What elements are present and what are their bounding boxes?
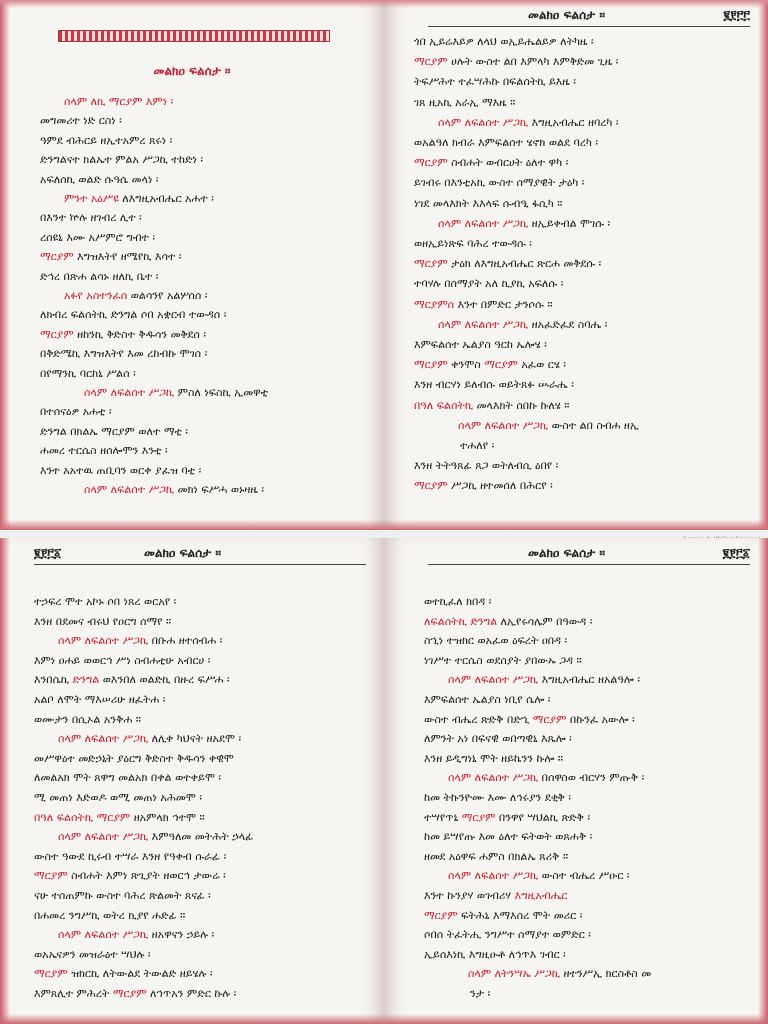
verse-text: መሥዋዕተ መድኃኒት ያዕርግ ቅድስተ ቅዱሳን ቀዊሞ (34, 751, 234, 765)
verse-text: ዓምደ ብሕርይ ዘኢተአምረ ጸሩነ ፡ (40, 133, 173, 147)
verse-line (40, 443, 168, 459)
verse-text: ውስተ ልበ ስብሐ ዘኢ (551, 418, 639, 432)
verse-line (414, 438, 494, 454)
verse-line (424, 810, 590, 826)
verse-line (40, 94, 173, 110)
verse-line (414, 317, 607, 333)
verse-line (424, 751, 563, 767)
running-title: መልክዐ ፍልሰታ ። (528, 8, 605, 22)
verse-line (40, 172, 158, 188)
verse-line (34, 810, 205, 826)
verse-line (414, 74, 576, 90)
verse-text: ድንግልናተ ክልኤተ ምልአ ሥጋኪ ተከድነ ፡ (40, 153, 203, 167)
verse-text: ኢይሰእነኪ እግዚዑቶ ለኅጥእ ገብር ፡ (424, 947, 566, 961)
ornament-band (58, 30, 330, 42)
verse-line (40, 463, 201, 479)
rubric-text: ማርያም (34, 869, 72, 883)
verse-line (40, 424, 188, 440)
rubric-text: ማርያም (414, 156, 452, 170)
verse-text: እንዘ ብርሃነ ይለብሱ ወይትጸፉ ሡራሔ ፡ (414, 378, 574, 392)
verse-text: ይገብሩ በእንቲአኪ ውስተ ሰማያዊት ታዕካ ፡ (414, 176, 585, 190)
verse-text: ስኂነ ተዝክር ወአፈወ ዕፍረት ዐበዳ ፡ (424, 634, 568, 648)
verse-text: ነገሥተ ተርሴስ ወደሰያት ያበውኡ ጋዳ ። (424, 653, 582, 667)
verse-text: ሥጋኪ ዘተመሰለ በሕርየ ፡ (451, 479, 553, 493)
verse-text: ለምንት አነ በፍናዊ ወበጣዊኒ እጼሎ ፡ (424, 732, 572, 746)
verse-text: አፈወ ርሄ ፡ (521, 358, 566, 372)
verse-line (40, 288, 207, 304)
verse-line (34, 868, 226, 884)
verse-line (424, 927, 591, 943)
rubric-text: ሰላም ለፍልሰተ ሥጋኪ (84, 386, 178, 399)
verse-text: ለሊቀ ካህናት ዘአደሞ ፡ (151, 732, 242, 746)
verse-text: ዘተንሥኢ ክርስቶስ መ (563, 967, 652, 981)
verse-text: ለኢየሩሳሌም በዓውዳ ፡ (500, 614, 593, 628)
rubric-text: ማርያም (484, 358, 522, 372)
verse-text: ወአልዓለ ክብራ እምፍልሰተ ሄኖክ ወልደ ባረካ ፡ (414, 136, 599, 149)
verse-line (40, 366, 136, 382)
verse-line (424, 868, 630, 884)
rubric-text: በዓለ ፍልሰትኪ ማርያም (34, 810, 134, 824)
verse-line (34, 712, 141, 728)
verse-line (34, 770, 221, 786)
verse-text: ፍትሕኒ እማእሰረ ሞት መሪር ፡ (461, 908, 583, 922)
verse-line (424, 790, 571, 806)
verse-text: እንተ ኩንያሃ ወገብሪሃ (424, 889, 515, 902)
verse-line (40, 249, 181, 265)
rubric-text: ሰላም ለፍልሰተ ሥጋኪ (438, 216, 532, 230)
rubric-text: ሰላም ለፍልሰተ ሥጋኪ (58, 634, 152, 648)
page-bottom-left (0, 538, 384, 1024)
verse-line (424, 849, 568, 865)
page-number: ፪፻፫፫ (723, 8, 750, 22)
verse-text: እንበሴኪ (34, 673, 73, 687)
verse-line (424, 672, 640, 688)
verse-text: ስብሐት ወብርሀት ዕለተ ዋካ ፡ (451, 156, 569, 170)
verse-text: እምፍልሰተ ኤልያስ ነቢየ ሴሎ ፡ (424, 693, 551, 706)
rubric-text: ሰላም ለፍልሰተ ሥጋኪ (58, 928, 152, 942)
verse-text: እንተ በምድር ታንሶሱ ። (457, 297, 553, 311)
verse-text: ለኀጥአን ምድር ኩሉ ፡ (149, 987, 237, 1000)
verse-line (414, 95, 515, 111)
rubric-text: ሰላም ለፍልሰተ ሥጋኪ (58, 732, 152, 746)
rubric-text: ማርያም (414, 257, 452, 271)
verse-text: ድንግል በክልኤ ማርያም ወለተ ማቲ ፡ (40, 424, 188, 438)
verse-line (34, 790, 202, 806)
verse-text: እግዝእትየ ዘሜየኪ እሳተ ፡ (77, 250, 182, 264)
verse-text: ሀሉት ውስተ ልበ እምላካ እምቅድመ ጊዜ ፡ (451, 55, 619, 69)
running-head (428, 6, 750, 27)
verse-line (414, 337, 547, 353)
verse-text: እግዚአብሔር ዘአልዓሎ ፡ (541, 673, 640, 687)
verse-text: ውስተ ዓውደ ኪሩብ ተሣራ እንዘ የዓቀብ ሱራፊ ፡ (34, 849, 227, 863)
verse-text: ገጸ ዚአኪ አራኢ ማእዜ ። (414, 95, 516, 109)
verse-text: ንታ ፡ (470, 987, 491, 1000)
verse-line (40, 152, 203, 168)
verse-text: ዘአምላክ ኅተሞ ። (133, 810, 205, 824)
page-heading: መልክዐ ፍልሰታ ። (153, 64, 231, 78)
page-number: ፪፻፫፩ (722, 546, 750, 560)
verse-line (424, 692, 550, 708)
verse-text: ወልሳንየ አልሦሰሰ ፡ (130, 289, 208, 302)
bottom-scan (0, 538, 768, 1024)
verse-text: ነገደ መላእክት እእላፍ ሱብዒ ፋሲካ ። (414, 196, 563, 210)
rubric-text: በዓለ ፍልሰትኪ (414, 398, 477, 412)
verse-text: እምዓለመ መትሕት ኃላፊ (151, 830, 254, 844)
rubric-text: ማርያም (40, 250, 78, 264)
verse-text: ለመልአክ ሞት ጸዋግ መልአክ በቀል ወተቀይሞ ፡ (34, 771, 221, 785)
verse-text: ተባሃሉ በሰማያት አለ ኪያኪ አፍለሱ ፡ (414, 277, 564, 291)
verse-text: በተሰናዕዎ አሐቲ ፡ (40, 405, 112, 419)
verse-line (34, 908, 185, 924)
verse-text: ጎበ ኢይሬእይዎ ለላህ ወኢይሔልይዎ ለትካዜ ፡ (414, 35, 594, 48)
running-title: መልክዐ ፍልሰታ ። (528, 546, 605, 560)
verse-line (414, 155, 568, 171)
verse-text: ዘከንኪ ቅድስተ ቅዱሳን መቅደሰ ፡ (77, 327, 206, 341)
verse-line (34, 633, 222, 649)
verse-line (414, 175, 584, 191)
verse-text: ተሐለየ ፡ (460, 439, 495, 452)
verse-text: በእንተ ኵሉ ዘገብረ ሊተ ፡ (40, 211, 142, 225)
verse-text: ናሁ ተሰጠምኩ ውስተ ባሕረ ጽልመት ጸናፊ ፡ (34, 889, 211, 902)
verse-line (40, 327, 206, 343)
verse-text: መላእክት ሰበኩ ኩለሄ ። (476, 398, 570, 412)
verse-line (424, 653, 582, 669)
verse-text: አልቦ ለሞት ማእሠሪሁ ዘፈትሐ ፡ (34, 693, 166, 706)
verse-text: እግዚአብሔር ዘባረካ ፡ (531, 115, 619, 129)
verse-text: ቀንሞስ (451, 358, 485, 372)
rubric-text: ሰላም ለትንሣኤ ሥጋኪ (468, 967, 564, 981)
verse-text: መክነ ፍሥሓ ወኑዛዜ ፡ (177, 483, 264, 496)
verse-text: እምነ ዐሐይ ወወርኅ ሥነ ስብሐቲሁ አብርሀ ፡ (34, 653, 211, 667)
verse-line (414, 196, 562, 212)
verse-text: ወሙታን በሲኦል አንቅሐ ። (34, 712, 141, 726)
verse-text: ውስተ ብሔረ ሥዑር ፡ (541, 869, 630, 883)
running-head (34, 544, 366, 565)
verse-text: ሶበሰ ትፈትሒ ንግሥተ ሰማያተ ወምድር ፡ (424, 928, 591, 942)
verse-text: እንዘ ይዲግነኒ ሞት ዘይኬንን ኩሎ ። (424, 751, 563, 765)
verse-text: እምፍልሰተ ኤልያስ ዓርከ ኤሎሄ ፡ (414, 338, 547, 351)
verse-text: ዝክርኪ ለትውልደ ትውልድ ዘይሄሉ ፡ (71, 967, 213, 981)
verse-text: ስብሐት እምነ ጽጊያት ዘወርኅ ታውሬ ፡ (71, 869, 226, 883)
verse-text: ለክብረ ፍልሰትኪ ድንግል ሶበ አቋርብ ተውዳሰ ፡ (40, 308, 227, 322)
rubric-text: ሰላም ለፍልሰተ ሥጋኪ (448, 673, 542, 687)
verse-line (414, 297, 552, 313)
verse-line (424, 888, 568, 904)
verse-line (34, 947, 151, 963)
verse-line (414, 478, 553, 494)
verse-line (40, 404, 112, 420)
verse-line (40, 133, 172, 149)
verse-text: እንተ አአተዉ ጠቢባን ወርቀ ያፈዝ ባቲ ፡ (40, 463, 202, 477)
rubric-text: ሰላም ለፍልሰተ ሥጋኪ (84, 483, 178, 496)
verse-text: ዘአፈድፈደ ስባሔ ፡ (531, 317, 608, 331)
verse-text: በቅድሜኪ እግዝእትየ እመ ረከብኩ ሞገሰ ፡ (40, 347, 208, 361)
verse-text: ታዕክ ለእግዚአብሔር ጽርሐ መቅደሱ ፡ (451, 257, 602, 271)
verse-line (40, 269, 158, 285)
verse-line (40, 230, 155, 246)
verse-line (414, 418, 639, 434)
verse-line (34, 614, 171, 630)
verse-text: ውስተ ብሔረ ጽድቅ በድኂ (424, 712, 533, 726)
verse-text: ወተኪፈለ ክበዳ ፡ (424, 595, 492, 608)
rubric-text: እግዚአብሔር (514, 889, 568, 902)
scan-gap (0, 530, 768, 538)
rubric-text: ሰላም ለፍልሰተ ሥጋኪ (458, 418, 552, 432)
verse-text: ለእግዚአብሔር አሐተ ፡ (122, 192, 214, 205)
verse-line (414, 54, 618, 70)
verse-line (414, 377, 574, 393)
verse-text: ወእንበለ ወልድኪ በዙረ ፍሥሐ ፡ (102, 673, 230, 687)
verse-line (414, 216, 610, 232)
rubric-text: ማርያም (532, 712, 570, 726)
verse-text: ከመ ትኩንዮሙ እሙ ለኅሩያን ደቂቅ ፡ (424, 791, 572, 804)
verse-line (40, 210, 142, 226)
verse-line (414, 115, 619, 131)
verse-text: ዘኢይቀብል ሞገሱ ፡ (531, 216, 611, 230)
verse-text: ወአኤናዎን መዝራዕተ ሣህሉ ፡ (34, 947, 151, 961)
verse-line (424, 712, 635, 728)
verse-line (34, 672, 230, 688)
rubric-text: ማርያም (34, 967, 72, 981)
verse-text: ትፍሥሕተ ተፈሣሕኩ በፍልሰትኪ ይእዜ ፡ (414, 75, 576, 89)
verse-text: በቡሐ ዘተሰብሐ ፡ (151, 634, 223, 648)
verse-line (40, 385, 268, 401)
verse-text: እንዘ በደመና ብሩህ የዐርግ ሰማየ ። (34, 614, 172, 628)
rubric-text: ሰላም ለፍልሰተ ሥጋኪ (58, 830, 152, 844)
verse-text: ከመ ይሣየጡ እመ ዕለተ ፍትወት ወጸሐቅ ፡ (424, 830, 593, 844)
rubric-text: አፉየ አስተንፈሰ (64, 289, 131, 302)
verse-text: ምስለ ነፍስኪ ኢመዋቲ (177, 386, 269, 399)
verse-text: በሐመረ ንግሥኪ ወትረ ኪያየ ሐድፊ ። (34, 908, 186, 922)
verse-line (40, 307, 226, 323)
verse-line (34, 927, 214, 943)
verse-line (34, 594, 176, 610)
verse-line (414, 34, 594, 50)
verse-line (414, 236, 532, 252)
verse-line (424, 594, 491, 610)
verse-line (414, 256, 601, 272)
rubric-text: ማርያም (112, 987, 150, 1000)
verse-text: ተሣየጥኒ (424, 810, 462, 824)
rubric-text: ሰላም ለፍልሰተ ሥጋኪ (448, 771, 542, 785)
verse-line (424, 986, 490, 1002)
verse-text: ዘአዋናን ኃይሉ ፡ (151, 928, 215, 942)
page-bottom-right (384, 538, 768, 1024)
verse-line (34, 653, 210, 669)
verse-line (424, 731, 572, 747)
verse-line (414, 276, 563, 292)
verse-text: ዘመደ አዕዋፍ ሐምስ በክልኤ ጸሪቅ ። (424, 849, 569, 863)
verse-line (40, 113, 122, 129)
rubric-text: ምንተ አዕሥዩ (64, 192, 123, 205)
page-top-right (384, 0, 768, 530)
verse-line (424, 633, 567, 649)
verse-text: በየማንኪ ባርከኒ ሥልሰ ፡ (40, 366, 136, 380)
rubric-text: ማርያም (40, 327, 78, 341)
verse-text: እንዘ ትትዓጸፊ ጸጋ ወትለብሲ ዕበየ ፡ (414, 459, 559, 473)
verse-line (34, 751, 234, 767)
rubric-text: ማርያም (414, 479, 452, 493)
verse-text: አፍለሰኪ ወልድ ሱዓሴ መላነ ፡ (40, 172, 159, 186)
verse-text: በኩንፈ አውሎ ፡ (569, 712, 635, 726)
verse-line (34, 849, 226, 865)
verse-line (40, 346, 207, 362)
verse-line (424, 908, 582, 924)
rubric-text: ድንግል (72, 673, 103, 687)
verse-line (414, 458, 558, 474)
verse-text: እምጸሊተ ምሕረት (34, 987, 113, 1000)
rubric-text: ለፍልሰትኪ ድንግል (424, 614, 501, 628)
verse-line (40, 482, 264, 498)
verse-text: ተኃፍረ ሞተ አኮኑ ሶበ ነጸረ ወርአየ ፡ (34, 595, 177, 608)
verse-line (424, 829, 592, 845)
verse-line (40, 191, 214, 207)
verse-line (414, 398, 569, 414)
verse-line (424, 614, 592, 630)
verse-text: ረሰዩኒ እሙ አሥምሮ ግብተ ፡ (40, 230, 156, 244)
verse-line (34, 692, 165, 708)
rubric-text: ሰላም ለኪ ማርያም እምነ ፡ (64, 95, 174, 108)
verse-line (424, 770, 644, 786)
rubric-text: ማርያም (424, 908, 462, 922)
verse-line (424, 947, 566, 963)
rubric-text: ማርያም (414, 358, 452, 372)
rubric-text: ማርያም (414, 55, 452, 69)
verse-line (34, 888, 211, 904)
verse-line (414, 357, 566, 373)
verse-text: በሰዋስወ ብርሃን ምጡቅ ፡ (541, 771, 645, 785)
verse-line (34, 731, 241, 747)
verse-text: መግመሪተ ነድ ርስነ ፡ (40, 114, 122, 128)
verse-text: ወዘኢይነጽፍ ባሕረ ተውዳሱ ፡ (414, 237, 532, 250)
page-number: ፪፻፫፩ (34, 546, 62, 560)
rubric-text: ሰላም ለፍልሰተ ሥጋኪ (448, 869, 542, 883)
verse-line (34, 966, 212, 982)
verse-text: ሐመረ ተርሴስ ዘሰሎሞን እንቲ ፡ (40, 444, 168, 458)
verse-line (414, 135, 598, 151)
verse-text: ድኅረ በጽሐ ልሳኑ ዘለኪ ቤተ ፡ (40, 269, 159, 283)
verse-line (34, 829, 253, 845)
verse-line (424, 966, 651, 982)
rubric-text: ሰላም ለፍልሰተ ሥጋኪ (438, 115, 532, 129)
rubric-text: ማርያምሰ (414, 297, 458, 311)
verse-text: ሚ መጠነ እድወዶ ወሚ መጠነ አሕመሞ ፡ (34, 791, 202, 804)
page-top-left (0, 0, 384, 530)
rubric-text: ሰላም ለፍልሰተ ሥጋኪ (438, 317, 532, 331)
running-head (428, 544, 750, 565)
verse-line (34, 986, 236, 1002)
verse-text: በንዋየ ሣህልኪ ጽድቅ ፡ (498, 810, 591, 824)
rubric-text: ማርያም (461, 810, 499, 824)
running-title: መልክዐ ፍልሰታ ። (144, 546, 221, 560)
